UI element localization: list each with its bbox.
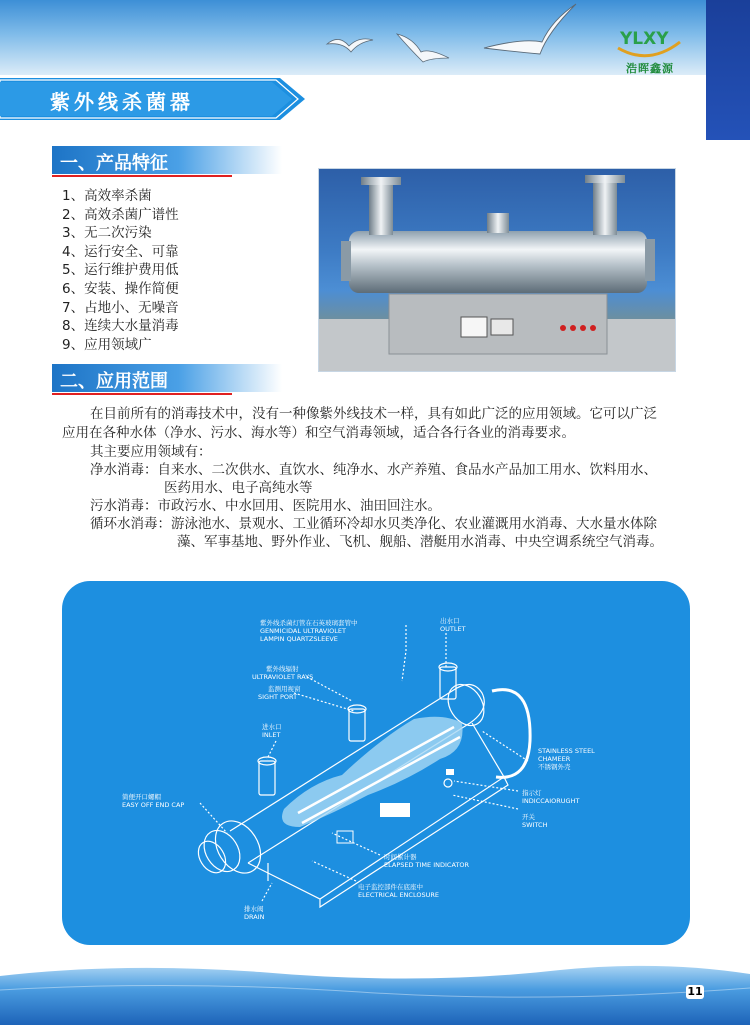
label-timer-en: ELAPSED TIME INDICATOR <box>384 861 470 869</box>
waste-water-line: 污水消毒：市政污水、中水回用、医院用水、油田回注水。 <box>90 498 441 514</box>
footer-wave <box>0 962 750 1025</box>
uv-sterilizer-image <box>319 169 675 371</box>
list-item: 7、占地小、无噪音 <box>62 299 179 316</box>
page-title: 紫外线杀菌器 <box>50 90 194 114</box>
list-item: 4、运行安全、可靠 <box>62 243 179 260</box>
label-sight-cn: 监测用视窗 <box>268 685 301 693</box>
label-drain-cn: 排水阀 <box>244 905 264 913</box>
seagull-icon <box>482 2 578 58</box>
circulating-water-line: 循环水消毒：游泳池水、景观水、工业循环冷却水贝类净化、农业灌溉用水消毒、大水量水体除 <box>90 516 657 532</box>
paragraph-line: 在目前所有的消毒技术中，没有一种像紫外线技术一样，具有如此广泛的应用领域。它可以广泛 <box>90 406 657 422</box>
label-steel-en: CHAMEER <box>538 755 571 763</box>
header-side-bar <box>706 0 750 140</box>
label-rays-en: ULTRAVIOLET RAYS <box>252 673 314 681</box>
seagull-icon <box>395 28 451 66</box>
logo-letters: YLXY <box>620 29 669 49</box>
product-photo <box>318 168 676 372</box>
label-outlet-en: OUTLET <box>440 625 466 633</box>
clean-water-line: 医药用水、电子高纯水等 <box>164 480 313 496</box>
label-outlet-cn: 出水口 <box>440 617 460 625</box>
page-number: 11 <box>687 985 703 998</box>
sterilizer-diagram <box>62 581 690 945</box>
label-switch-en: SWITCH <box>522 821 548 829</box>
list-item: 5、运行维护费用低 <box>62 262 179 279</box>
paragraph-line: 应用在各种水体（净水、污水、海水等）和空气消毒领域，适合各行各业的消毒要求。 <box>62 425 575 441</box>
label-lamp-cn: 紫外线杀菌灯管在石英玻璃套管中 <box>260 619 358 627</box>
label-inlet-en: INLET <box>262 731 281 739</box>
feature-list <box>62 187 179 354</box>
label-endcap-en: EASY OFF END CAP <box>122 801 185 809</box>
label-lamp-en: GENMICIDAL ULTRAVIOLET <box>260 627 346 635</box>
seagull-icon <box>325 30 375 60</box>
logo-text: 浩晖鑫源 <box>626 62 674 75</box>
label-inlet-cn: 进水口 <box>262 723 282 731</box>
logo-mark-icon <box>612 22 686 60</box>
section-heading-text: 二、应用范围 <box>60 371 168 392</box>
section-heading-applications <box>52 364 282 392</box>
list-item: 6、安装、操作简便 <box>62 280 179 297</box>
paragraph-intro: 其主要应用领域有： <box>90 444 212 460</box>
label-drain-en: DRAIN <box>244 913 265 921</box>
label-sight-en: SIGHT PORT <box>258 693 298 701</box>
label-indicator-en: INDICCAIORUGHT <box>522 797 580 805</box>
label-rays-cn: 紫外线辐射 <box>266 665 299 673</box>
list-item: 9、应用领域广 <box>62 336 152 353</box>
label-steel-cn: 不锈钢外壳 <box>538 763 571 771</box>
section-heading-text: 一、产品特征 <box>60 153 168 174</box>
label-indicator-cn: 指示灯 <box>522 789 542 797</box>
label-endcap-cn: 简便开口螺帽 <box>122 793 161 801</box>
label-switch-cn: 开关 <box>522 813 535 821</box>
label-timer-cn: 时间累计器 <box>384 853 417 861</box>
label-steel-en: STAINLESS STEEL <box>538 747 595 755</box>
label-enclosure-cn: 电子监控部件在底座中 <box>358 883 423 891</box>
label-enclosure-en: ELECTRICAL ENCLOSURE <box>358 891 439 899</box>
list-item: 3、无二次污染 <box>62 225 152 242</box>
company-logo <box>612 22 686 74</box>
clean-water-line: 净水消毒：自来水、二次供水、直饮水、纯净水、水产养殖、食品水产品加工用水、饮料用水、 <box>90 462 657 478</box>
heading-underline <box>52 175 232 177</box>
section-heading-features <box>52 146 282 174</box>
circulating-water-line: 藻、军事基地、野外作业、飞机、舰船、潜艇用水消毒、中央空调系统空气消毒。 <box>177 534 663 550</box>
heading-underline <box>52 393 232 395</box>
list-item: 1、高效率杀菌 <box>62 188 152 204</box>
list-item: 2、高效杀菌广谱性 <box>62 206 179 223</box>
label-lamp-en: LAMPIN QUARTZSLEEVE <box>260 635 338 643</box>
list-item: 8、连续大水量消毒 <box>62 318 179 335</box>
